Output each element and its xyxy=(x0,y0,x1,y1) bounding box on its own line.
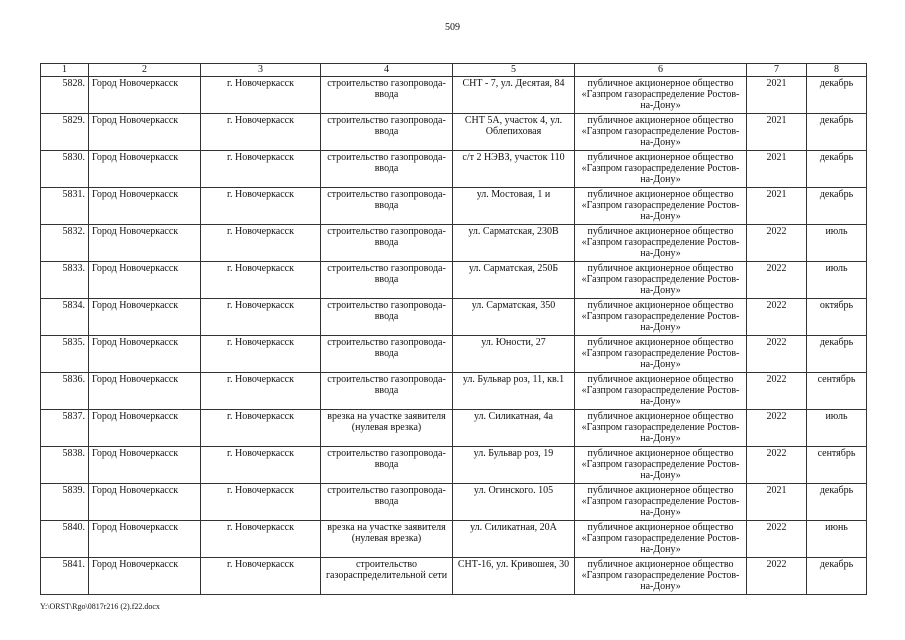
year-cell: 2022 xyxy=(747,373,807,410)
column-header: 3 xyxy=(201,64,321,77)
municipality-cell: Город Новочеркасск xyxy=(89,336,201,373)
column-header: 1 xyxy=(41,64,89,77)
organization-cell: публичное акционерное общество «Газпром газораспределение Ростов-на-Дону» xyxy=(575,373,747,410)
organization-cell: публичное акционерное общество «Газпром газораспределение Ростов-на-Дону» xyxy=(575,410,747,447)
work-type-cell: строительство газопровода-ввода xyxy=(321,336,453,373)
year-cell: 2022 xyxy=(747,262,807,299)
organization-cell: публичное акционерное общество «Газпром газораспределение Ростов-на-Дону» xyxy=(575,558,747,595)
table-row xyxy=(41,299,867,336)
month-cell: июль xyxy=(807,262,867,299)
work-type-cell: строительство газораспределительной сети xyxy=(321,558,453,595)
municipality-cell: Город Новочеркасск xyxy=(89,77,201,114)
municipality-cell: Город Новочеркасск xyxy=(89,225,201,262)
table-row xyxy=(41,558,867,595)
organization-cell: публичное акционерное общество «Газпром газораспределение Ростов-на-Дону» xyxy=(575,336,747,373)
locality-cell: г. Новочеркасск xyxy=(201,373,321,410)
month-cell: декабрь xyxy=(807,77,867,114)
municipality-cell: Город Новочеркасск xyxy=(89,373,201,410)
work-type-cell: строительство газопровода-ввода xyxy=(321,262,453,299)
locality-cell: г. Новочеркасск xyxy=(201,225,321,262)
table-row xyxy=(41,114,867,151)
work-type-cell: строительство газопровода-ввода xyxy=(321,114,453,151)
municipality-cell: Город Новочеркасск xyxy=(89,114,201,151)
month-cell: сентябрь xyxy=(807,447,867,484)
municipality-cell: Город Новочеркасск xyxy=(89,188,201,225)
column-header: 7 xyxy=(747,64,807,77)
municipality-cell: Город Новочеркасск xyxy=(89,262,201,299)
address-cell: ул. Силикатная, 20А xyxy=(453,521,575,558)
row-number: 5831. xyxy=(41,188,89,225)
address-cell: ул. Силикатная, 4а xyxy=(453,410,575,447)
year-cell: 2021 xyxy=(747,484,807,521)
address-cell: ул. Мостовая, 1 и xyxy=(453,188,575,225)
table-row xyxy=(41,188,867,225)
municipality-cell: Город Новочеркасск xyxy=(89,410,201,447)
month-cell: декабрь xyxy=(807,114,867,151)
column-header: 2 xyxy=(89,64,201,77)
year-cell: 2021 xyxy=(747,114,807,151)
page-number: 509 xyxy=(445,22,460,33)
row-number: 5836. xyxy=(41,373,89,410)
work-type-cell: строительство газопровода-ввода xyxy=(321,447,453,484)
table-row xyxy=(41,447,867,484)
address-cell: с/т 2 НЭВЗ, участок 110 xyxy=(453,151,575,188)
work-type-cell: строительство газопровода-ввода xyxy=(321,484,453,521)
work-type-cell: врезка на участке заявителя (нулевая врезка) xyxy=(321,410,453,447)
address-cell: СНТ-16, ул. Кривошея, 30 xyxy=(453,558,575,595)
table-header-row xyxy=(41,64,867,77)
row-number: 5837. xyxy=(41,410,89,447)
locality-cell: г. Новочеркасск xyxy=(201,262,321,299)
month-cell: октябрь xyxy=(807,299,867,336)
organization-cell: публичное акционерное общество «Газпром газораспределение Ростов-на-Дону» xyxy=(575,188,747,225)
month-cell: июнь xyxy=(807,521,867,558)
row-number: 5828. xyxy=(41,77,89,114)
address-cell: ул. Сарматская, 250Б xyxy=(453,262,575,299)
row-number: 5834. xyxy=(41,299,89,336)
year-cell: 2021 xyxy=(747,188,807,225)
organization-cell: публичное акционерное общество «Газпром газораспределение Ростов-на-Дону» xyxy=(575,521,747,558)
year-cell: 2022 xyxy=(747,521,807,558)
municipality-cell: Город Новочеркасск xyxy=(89,484,201,521)
year-cell: 2022 xyxy=(747,225,807,262)
footer-file-path: Y:\ORST\Rgo\0817r216 (2).f22.docx xyxy=(40,602,160,611)
work-type-cell: строительство газопровода-ввода xyxy=(321,151,453,188)
year-cell: 2022 xyxy=(747,336,807,373)
organization-cell: публичное акционерное общество «Газпром газораспределение Ростов-на-Дону» xyxy=(575,151,747,188)
locality-cell: г. Новочеркасск xyxy=(201,484,321,521)
organization-cell: публичное акционерное общество «Газпром газораспределение Ростов-на-Дону» xyxy=(575,299,747,336)
month-cell: декабрь xyxy=(807,558,867,595)
year-cell: 2021 xyxy=(747,77,807,114)
locality-cell: г. Новочеркасск xyxy=(201,77,321,114)
month-cell: декабрь xyxy=(807,188,867,225)
work-type-cell: врезка на участке заявителя (нулевая врезка) xyxy=(321,521,453,558)
year-cell: 2021 xyxy=(747,151,807,188)
table-row xyxy=(41,521,867,558)
table-row xyxy=(41,151,867,188)
row-number: 5835. xyxy=(41,336,89,373)
locality-cell: г. Новочеркасск xyxy=(201,188,321,225)
table-row xyxy=(41,410,867,447)
work-type-cell: строительство газопровода-ввода xyxy=(321,373,453,410)
organization-cell: публичное акционерное общество «Газпром газораспределение Ростов-на-Дону» xyxy=(575,262,747,299)
table-row xyxy=(41,262,867,299)
year-cell: 2022 xyxy=(747,558,807,595)
table-body xyxy=(41,77,867,595)
row-number: 5829. xyxy=(41,114,89,151)
organization-cell: публичное акционерное общество «Газпром газораспределение Ростов-на-Дону» xyxy=(575,447,747,484)
organization-cell: публичное акционерное общество «Газпром газораспределение Ростов-на-Дону» xyxy=(575,114,747,151)
column-header: 8 xyxy=(807,64,867,77)
work-type-cell: строительство газопровода-ввода xyxy=(321,299,453,336)
row-number: 5840. xyxy=(41,521,89,558)
year-cell: 2022 xyxy=(747,410,807,447)
locality-cell: г. Новочеркасск xyxy=(201,521,321,558)
locality-cell: г. Новочеркасск xyxy=(201,114,321,151)
gasification-table xyxy=(40,63,867,595)
year-cell: 2022 xyxy=(747,299,807,336)
locality-cell: г. Новочеркасск xyxy=(201,558,321,595)
table-row xyxy=(41,336,867,373)
locality-cell: г. Новочеркасск xyxy=(201,410,321,447)
address-cell: ул. Сарматская, 350 xyxy=(453,299,575,336)
column-header: 6 xyxy=(575,64,747,77)
organization-cell: публичное акционерное общество «Газпром газораспределение Ростов-на-Дону» xyxy=(575,484,747,521)
work-type-cell: строительство газопровода-ввода xyxy=(321,225,453,262)
locality-cell: г. Новочеркасск xyxy=(201,299,321,336)
locality-cell: г. Новочеркасск xyxy=(201,336,321,373)
address-cell: ул. Огинского. 105 xyxy=(453,484,575,521)
locality-cell: г. Новочеркасск xyxy=(201,151,321,188)
month-cell: июль xyxy=(807,225,867,262)
month-cell: декабрь xyxy=(807,336,867,373)
address-cell: ул. Бульвар роз, 19 xyxy=(453,447,575,484)
work-type-cell: строительство газопровода-ввода xyxy=(321,77,453,114)
table-row xyxy=(41,77,867,114)
row-number: 5833. xyxy=(41,262,89,299)
municipality-cell: Город Новочеркасск xyxy=(89,299,201,336)
row-number: 5839. xyxy=(41,484,89,521)
municipality-cell: Город Новочеркасск xyxy=(89,447,201,484)
row-number: 5830. xyxy=(41,151,89,188)
table-row xyxy=(41,373,867,410)
row-number: 5832. xyxy=(41,225,89,262)
month-cell: сентябрь xyxy=(807,373,867,410)
municipality-cell: Город Новочеркасск xyxy=(89,151,201,188)
column-header: 5 xyxy=(453,64,575,77)
month-cell: декабрь xyxy=(807,151,867,188)
address-cell: СНТ - 7, ул. Десятая, 84 xyxy=(453,77,575,114)
month-cell: июль xyxy=(807,410,867,447)
work-type-cell: строительство газопровода-ввода xyxy=(321,188,453,225)
row-number: 5841. xyxy=(41,558,89,595)
municipality-cell: Город Новочеркасск xyxy=(89,521,201,558)
address-cell: ул. Сарматская, 230В xyxy=(453,225,575,262)
locality-cell: г. Новочеркасск xyxy=(201,447,321,484)
organization-cell: публичное акционерное общество «Газпром газораспределение Ростов-на-Дону» xyxy=(575,77,747,114)
organization-cell: публичное акционерное общество «Газпром газораспределение Ростов-на-Дону» xyxy=(575,225,747,262)
year-cell: 2022 xyxy=(747,447,807,484)
table-row xyxy=(41,484,867,521)
municipality-cell: Город Новочеркасск xyxy=(89,558,201,595)
month-cell: декабрь xyxy=(807,484,867,521)
address-cell: ул. Бульвар роз, 11, кв.1 xyxy=(453,373,575,410)
address-cell: СНТ 5А, участок 4, ул. Облепиховая xyxy=(453,114,575,151)
column-header: 4 xyxy=(321,64,453,77)
table-row xyxy=(41,225,867,262)
address-cell: ул. Юности, 27 xyxy=(453,336,575,373)
row-number: 5838. xyxy=(41,447,89,484)
